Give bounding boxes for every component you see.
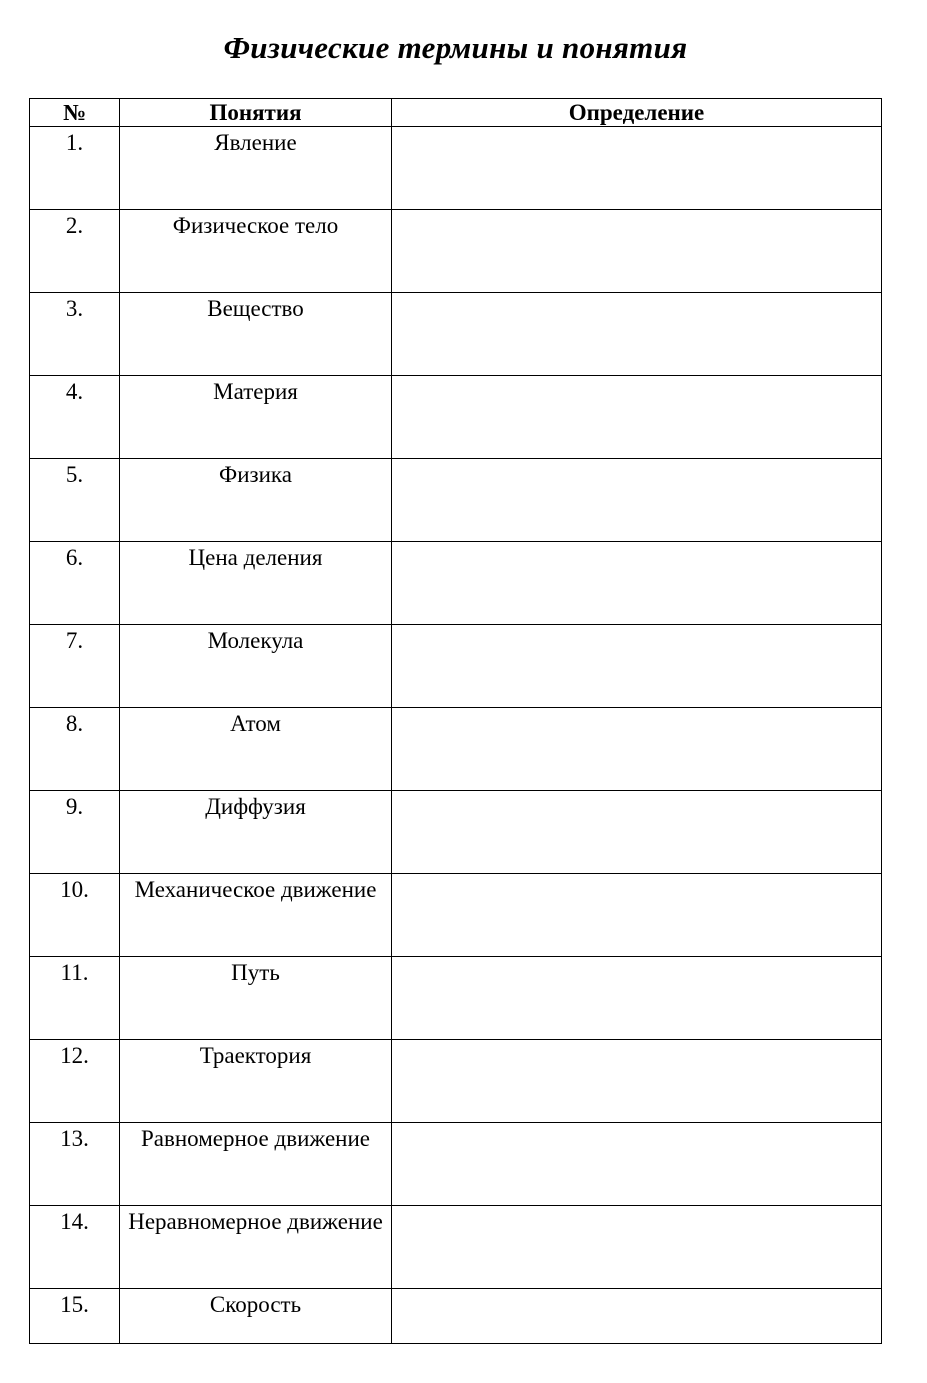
row-definition[interactable]: [392, 1040, 882, 1123]
table-header-row: [30, 99, 882, 127]
row-definition[interactable]: [392, 874, 882, 957]
row-term: Механическое движение: [120, 874, 392, 957]
table-row: [30, 293, 882, 376]
row-definition[interactable]: [392, 957, 882, 1040]
header-definition: Определение: [392, 99, 882, 127]
row-definition[interactable]: [392, 459, 882, 542]
row-term: Вещество: [120, 293, 392, 376]
row-term: Траектория: [120, 1040, 392, 1123]
row-number: 1.: [30, 127, 120, 210]
table-row: [30, 708, 882, 791]
row-definition[interactable]: [392, 1289, 882, 1344]
row-number: 11.: [30, 957, 120, 1040]
row-number: 10.: [30, 874, 120, 957]
row-number: 5.: [30, 459, 120, 542]
row-number: 6.: [30, 542, 120, 625]
row-number: 15.: [30, 1289, 120, 1344]
row-number: 4.: [30, 376, 120, 459]
terms-table: [29, 98, 882, 1344]
row-number: 8.: [30, 708, 120, 791]
row-term: Молекула: [120, 625, 392, 708]
row-definition[interactable]: [392, 791, 882, 874]
row-definition[interactable]: [392, 542, 882, 625]
row-term: Физическое тело: [120, 210, 392, 293]
table-row: [30, 376, 882, 459]
row-definition[interactable]: [392, 625, 882, 708]
table-row: [30, 1289, 882, 1344]
table-row: [30, 459, 882, 542]
row-number: 13.: [30, 1123, 120, 1206]
table-row: [30, 957, 882, 1040]
row-definition[interactable]: [392, 293, 882, 376]
row-definition[interactable]: [392, 376, 882, 459]
row-number: 7.: [30, 625, 120, 708]
row-number: 14.: [30, 1206, 120, 1289]
page-title: Физические термины и понятия: [223, 30, 688, 65]
row-term: Скорость: [120, 1289, 392, 1344]
table-row: [30, 791, 882, 874]
row-number: 12.: [30, 1040, 120, 1123]
row-definition[interactable]: [392, 127, 882, 210]
table-row: [30, 542, 882, 625]
row-number: 2.: [30, 210, 120, 293]
header-term: Понятия: [120, 99, 392, 127]
table-row: [30, 874, 882, 957]
row-term: Диффузия: [120, 791, 392, 874]
row-definition[interactable]: [392, 210, 882, 293]
row-term: Путь: [120, 957, 392, 1040]
row-term: Материя: [120, 376, 392, 459]
row-definition[interactable]: [392, 1206, 882, 1289]
row-term: Атом: [120, 708, 392, 791]
table-row: [30, 1206, 882, 1289]
table-row: [30, 210, 882, 293]
table-row: [30, 127, 882, 210]
table-row: [30, 625, 882, 708]
row-number: 9.: [30, 791, 120, 874]
table-row: [30, 1123, 882, 1206]
row-term: Цена деления: [120, 542, 392, 625]
row-number: 3.: [30, 293, 120, 376]
row-definition[interactable]: [392, 708, 882, 791]
row-term: Явление: [120, 127, 392, 210]
row-term: Равномерное движение: [120, 1123, 392, 1206]
row-definition[interactable]: [392, 1123, 882, 1206]
header-number: №: [30, 99, 120, 127]
row-term: Неравномерное движение: [120, 1206, 392, 1289]
row-term: Физика: [120, 459, 392, 542]
table-row: [30, 1040, 882, 1123]
